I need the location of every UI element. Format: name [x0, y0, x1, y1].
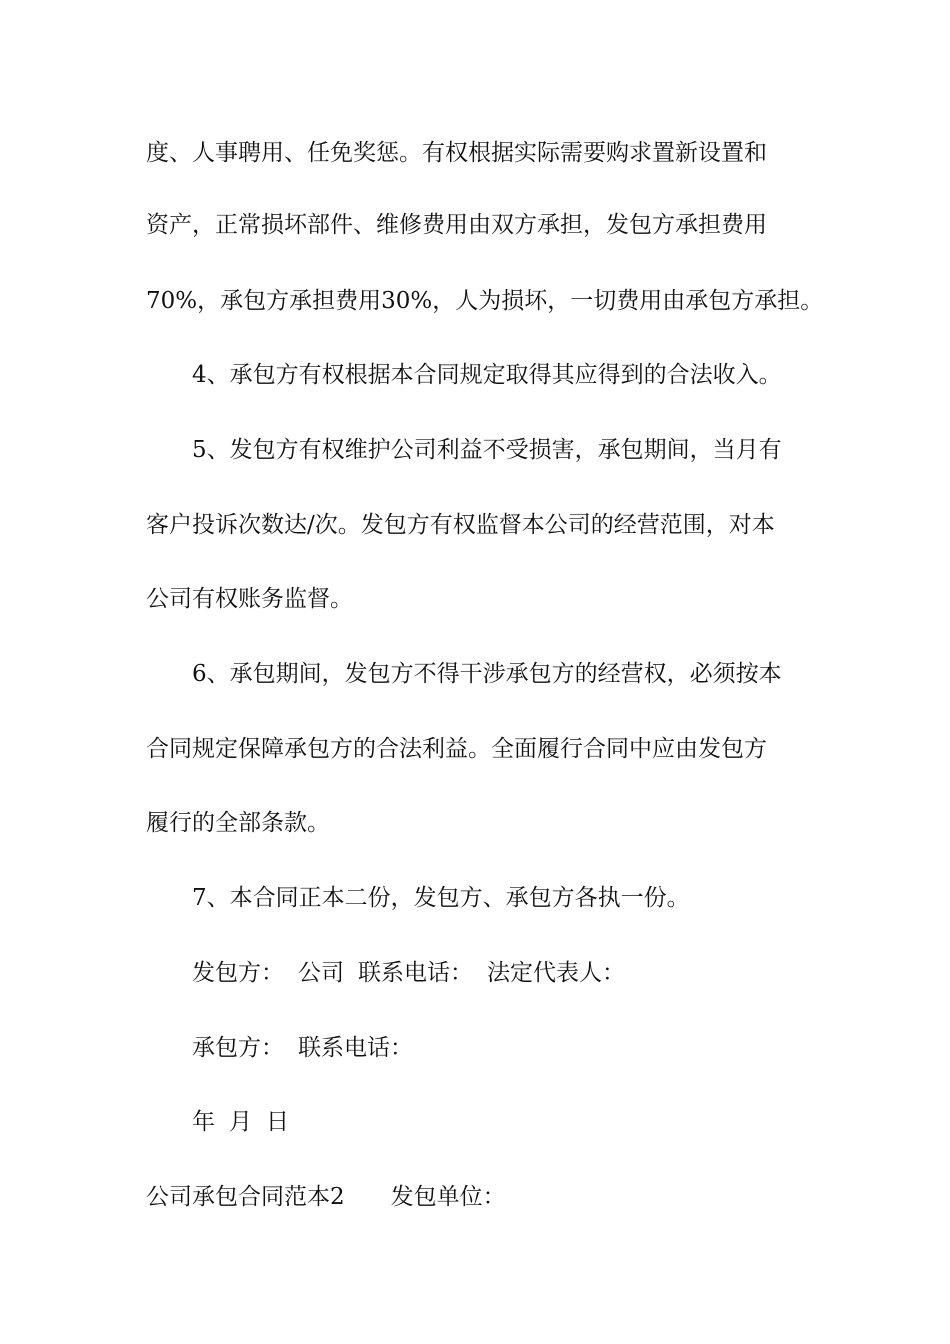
clause-4: 4、承包方有权根据本合同规定取得其应得到的合法收入。 — [192, 362, 782, 388]
text-line: 70%，承包方承担费用30%，人为损坏，一切费用由承包方承担。 — [146, 288, 824, 314]
contractor-unit-label: 发包单位： — [390, 1184, 506, 1210]
section-title: 公司承包合同范本2 — [146, 1184, 345, 1210]
party-b-label: 承包方： — [192, 1035, 284, 1061]
party-a-label: 发包方： — [192, 960, 284, 986]
text-line: 客户投诉次数达/次。发包方有权监督本公司的经营范围，对本 — [146, 512, 775, 538]
date-day: 日 — [266, 1109, 289, 1135]
date-year: 年 — [192, 1109, 215, 1135]
party-b-signature-line — [192, 1033, 413, 1063]
clause-7: 7、本合同正本二份，发包方、承包方各执一份。 — [192, 885, 690, 911]
clause-6: 6、承包期间，发包方不得干涉承包方的经营权，必须按本 — [192, 661, 782, 687]
party-a-phone-label: 联系电话： — [358, 960, 473, 986]
date-month: 月 — [229, 1109, 252, 1135]
text-line: 合同规定保障承包方的合法利益。全面履行合同中应由发包方 — [146, 736, 767, 762]
text-line: 公司有权账务监督。 — [146, 586, 353, 612]
party-a-company: 公司 — [298, 960, 344, 986]
text-line: 资产，正常损坏部件、维修费用由双方承担，发包方承担费用 — [146, 212, 767, 238]
party-a-rep-label: 法定代表人： — [487, 960, 625, 986]
date-line — [192, 1107, 289, 1137]
party-a-signature-line — [192, 958, 625, 988]
next-section-heading — [146, 1182, 506, 1212]
clause-5: 5、发包方有权维护公司利益不受损害，承包期间，当月有 — [192, 437, 782, 463]
text-line: 度、人事聘用、任免奖惩。有权根据实际需要购求置新设置和 — [146, 140, 767, 166]
text-line: 履行的全部条款。 — [146, 810, 330, 836]
party-b-phone-label: 联系电话： — [298, 1035, 413, 1061]
